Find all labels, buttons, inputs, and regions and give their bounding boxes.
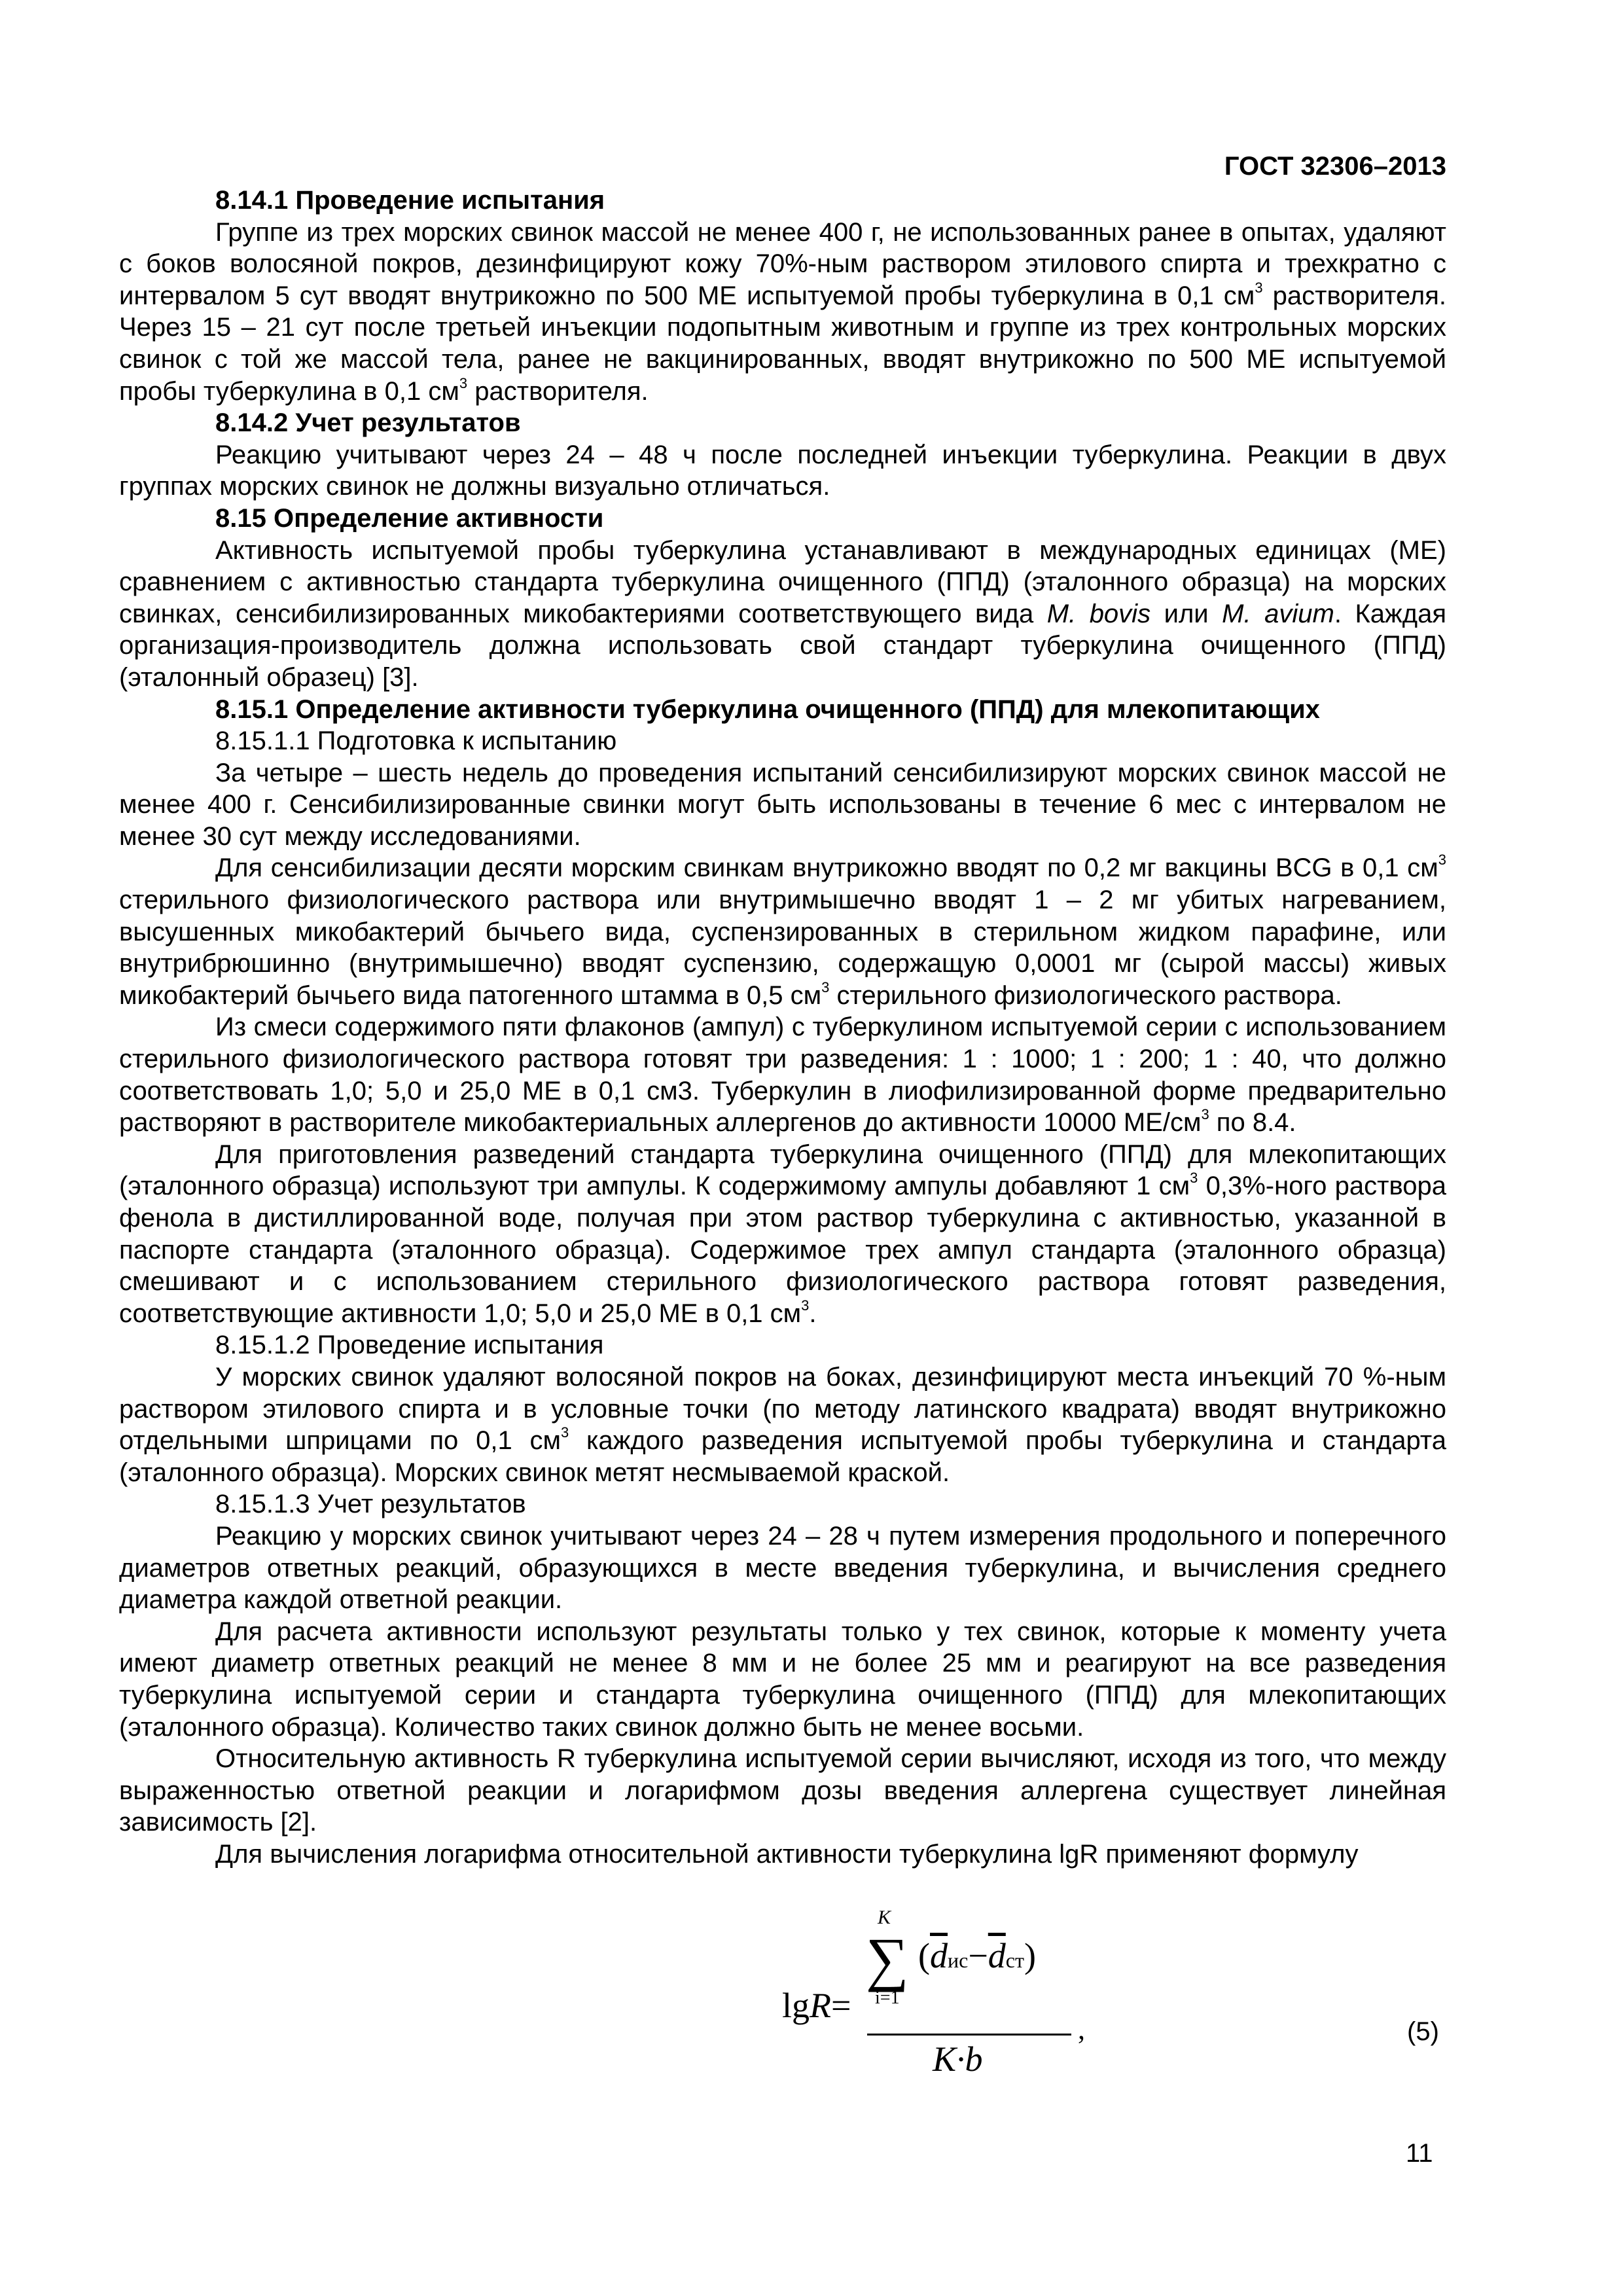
text-run: . [809,1299,817,1328]
section-heading-8-14-2: 8.14.2 Учет результатов [215,408,521,438]
sum-upper-limit: K [878,1907,891,1928]
subsection-heading-8-15-1-1: 8.15.1.1 Подготовка к испытанию [215,726,617,756]
formula-lhs [782,1985,851,2026]
text-run: Группе из трех морских свинок массой не менее 400 г, не использованных ранее в опытах, удаляют с боков волосяной покров, дезинфицируют кожу 70%-ным раствором этилового спирта и трехкратно с интервалом 5 сут вводят внутрикожно по 500 МЕ испытуемой пробы туберкулина в 0,1 см [119,217,1446,310]
mean-diameter-test: $\overline{d}$ [929,1936,948,1975]
paragraph-8-15 [119,535,1446,694]
text-run: Для сенсибилизации десяти морским свинкам внутрикожно вводят по 0,2 мг вакцины BCG в 0,1 см [215,853,1438,883]
text-run: Для приготовления разведений стандарта туберкулина очищенного (ППД) для млекопитающих (эталонного образца) используют три ампулы. К содержимому ампулы добавляют 1 см [119,1139,1446,1201]
subsection-heading-8-15-1-2: 8.15.1.2 Проведение испытания [215,1331,604,1360]
section-heading-8-14-1: 8.14.1 Проведение испытания [215,186,605,215]
text-run: стерильного физиологического раствора или внутримышечно вводят 1 – 2 мг убитых нагреванием, высушенных микобактерий бычьего вида, суспензированных в стерильном жидком парафине, или внутрибрюшинно (внутримышечно) вводят суспензию, содержащую 0,0001 мг (сырой массы) живых микобактерий бычьего вида патогенного штамма в 0,5 см [119,886,1446,1010]
paragraph-sensitization-timing: За четыре – шесть недель до проведения испытаний сенсибилизируют морских свинок массой не менее 400 г. Сенсибилизированные свинки могут быть использованы в течение 6 мес с интервалом не менее 30 сут между исследованиями. [119,758,1446,851]
formula-R: R [810,1986,832,2025]
subsection-heading-8-15-1-3: 8.15.1.3 Учет результатов [215,1490,526,1519]
text-run: растворителя. Через 15 – 21 сут после третьей инъекции подопытным животным и группе из трех контрольных морских свинок с той же массой тела, ранее не вакцинированных, вводят внутрикожно по 500 МЕ испытуемой пробы туберкулина в 0,1 см [119,281,1446,406]
superscript: 3 [1201,1106,1209,1123]
subscript-test: ис [947,1948,969,1972]
superscript: 3 [821,978,830,996]
species-name: M. avium [1222,599,1334,628]
section-heading-8-15: 8.15 Определение активности [215,503,604,533]
formula-lgR [782,1907,1085,2085]
paragraph-test-dilutions [119,1011,1446,1138]
equation-number: (5) [1407,2017,1439,2046]
subscript-standard: ст [1005,1948,1024,1972]
formula-paren: ( [918,1936,930,1975]
superscript: 3 [459,374,468,391]
formula-comma: , [1078,2013,1085,2045]
mean-diameter-standard: $\overline{d}$ [988,1936,1006,1975]
paragraph-test-procedure [119,1361,1446,1488]
sum-lower-limit: i=1 [875,1988,900,2008]
text-run: У морских свинок удаляют волосяной покров на боках, дезинфицируют места инъекций 70 %-ным раствором этилового спирта и в условные точки (по методу латинского квадрата) вводят внутрикожно отдельными шприцами по 0,1 см [119,1362,1446,1456]
text-run: Из смеси содержимого пяти флаконов (ампул) с туберкулином испытуемой серии с использованием стерильного физиологического раствора готовят три разведения: 1 : 1000; 1 : 200; 1 : 40, что должно соответствовать 1,0; 5,0 и 25,0 МЕ в 0,1 см3. Туберкулин в лиофилизированной форме предварительно растворяют в растворителе микобактериальных аллергенов до активности 10000 МЕ/см [119,1013,1446,1138]
paragraph-8-14-2: Реакцию учитывают через 24 – 48 ч после последней инъекции туберкулина. Реакции в двух группах морских свинок не должны визуально отличаться. [119,440,1446,501]
paragraph-standard-dilutions [119,1139,1446,1330]
superscript: 3 [801,1297,810,1314]
page-number: 11 [1406,2139,1433,2168]
text-run: . Каждая организация-производитель должна использовать свой стандарт туберкулина очищенного (ППД) (эталонный образец) [3]. [119,599,1446,692]
text-run: по 8.4. [1209,1108,1296,1138]
sum-symbol: ∑ [866,1926,909,1992]
text-run: растворителя. [467,376,649,406]
document-body [119,185,1446,1870]
superscript: 3 [560,1424,569,1441]
paragraph-relative-activity: Относительную активность R туберкулина испытуемой серии вычисляют, исходя из того, что между выраженностью ответной реакции и логарифмом дозы введения аллергена существует линейная зависимость [2]. [119,1744,1446,1837]
text-run: или [1150,599,1222,628]
paragraph-reading-reactions: Реакцию у морских свинок учитывают через 24 – 28 ч путем измерения продольного и поперечного диаметров ответных реакций, образующихся в месте введения туберкулина, и вычисления среднего диаметра каждой ответной реакции. [119,1521,1446,1615]
text-run: каждого разведения испытуемой пробы туберкулина и стандарта (эталонного образца). Морских свинок метят несмываемой краской. [119,1426,1446,1487]
superscript: 3 [1255,279,1263,296]
formula-lg: lg [782,1986,810,2025]
formula-minus: − [968,1936,988,1975]
formula-denominator: K·b [933,2039,983,2079]
standard-header: ГОСТ 32306–2013 [1224,152,1446,181]
paragraph-selection-criteria: Для расчета активности используют результаты только у тех свинок, которые к моменту учета имеют диаметр ответных реакций не менее 8 мм и не более 25 мм и реагируют на все разведения туберкулина испытуемой серии и стандарта туберкулина очищенного (ППД) для млекопитающих (эталонного образца). Количество таких свинок должно быть не менее восьми. [119,1617,1446,1742]
formula-equals: = [831,1986,851,2025]
text-run: Активность испытуемой пробы туберкулина устанавливают в международных единицах (МЕ) сравнением с активностью стандарта туберкулина очищенного (ППД) (эталонного образца) на морских свинках, сенсибилизированных микобактериями соответствующего вида [119,535,1446,628]
paragraph-sensitization-method [119,852,1446,1011]
fraction-bar [867,2034,1071,2036]
superscript: 3 [1438,852,1446,869]
formula-numerator [918,1935,1036,1976]
text-run: стерильного физиологического раствора. [829,980,1342,1010]
paragraph-8-14-1 [119,217,1446,408]
formula-paren: ) [1024,1936,1036,1975]
paragraph-formula-intro: Для вычисления логарифма относительной активности туберкулина lgR применяют формулу [215,1839,1359,1869]
text-run: 0,3%-ного раствора фенола в дистиллированной воде, получая при этом раствор туберкулина с активностью, указанной в паспорте стандарта (эталонного образца). Содержимое трех ампул стандарта (эталонного образца) смешивают и с использованием стерильного физиологического раствора готовят разведения, соответствующие активности 1,0; 5,0 и 25,0 МЕ в 0,1 см [119,1172,1446,1328]
section-heading-8-15-1: 8.15.1 Определение активности туберкулина очищенного (ППД) для млекопитающих [215,694,1320,724]
superscript: 3 [1190,1170,1198,1187]
species-name: M. bovis [1046,599,1151,628]
